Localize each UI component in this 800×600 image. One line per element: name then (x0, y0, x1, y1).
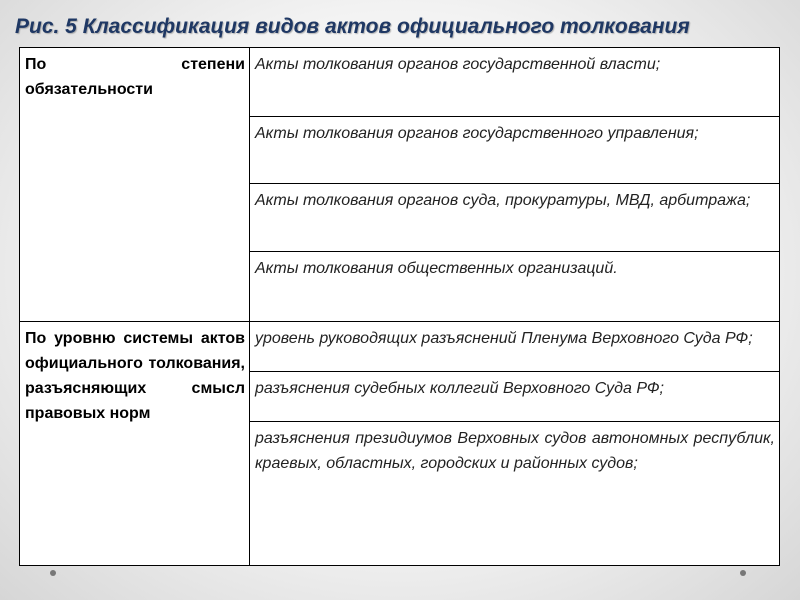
slide-title: Рис. 5 Классификация видов актов официального толкования (15, 15, 690, 38)
decorative-dot-left (50, 570, 56, 576)
table-cell-item: Акты толкования органов государственного управления; (250, 117, 780, 184)
table-cell-item: Акты толкования органов государственной власти; (250, 48, 780, 117)
table-cell-item: разъяснения президиумов Верховных судов автономных республик, краевых, областных, городских и районных судов; (250, 422, 780, 566)
category-cell-obligation: По степени обязательности (20, 48, 250, 322)
table-cell-item: разъяснения судебных коллегий Верховного Суда РФ; (250, 372, 780, 422)
category-cell-system-level: По уровню системы актов официального толкования, разъясняющих смысл правовых норм (20, 322, 250, 566)
decorative-dot-right (740, 570, 746, 576)
table-cell-item: Акты толкования общественных организаций. (250, 252, 780, 322)
table-cell-item: Акты толкования органов суда, прокуратуры, МВД, арбитража; (250, 184, 780, 252)
table-cell-item: уровень руководящих разъяснений Пленума Верховного Суда РФ; (250, 322, 780, 372)
table-row (20, 48, 780, 117)
classification-table (19, 47, 780, 566)
table-row (20, 322, 780, 372)
